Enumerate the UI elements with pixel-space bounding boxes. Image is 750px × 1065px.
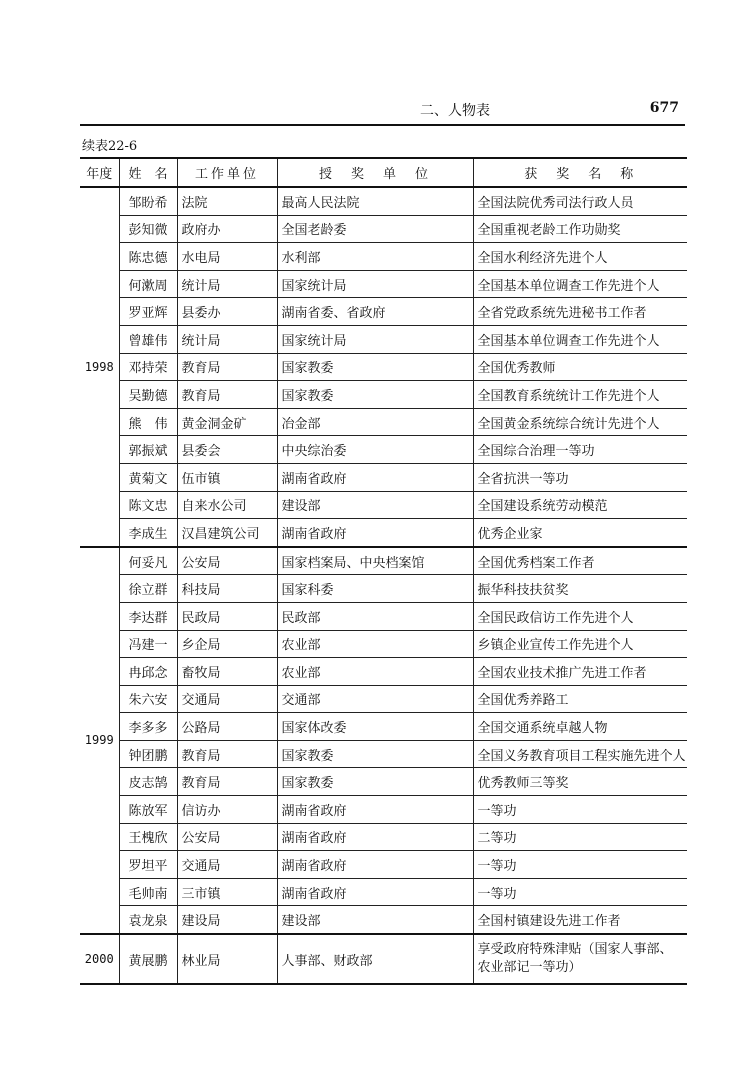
page-number: 677 — [649, 100, 679, 116]
awarding-unit-cell: 交通部 — [277, 685, 473, 713]
page-header — [80, 98, 685, 126]
name-cell: 王槐欣 — [119, 823, 177, 851]
table-row — [80, 463, 687, 491]
name-cell: 陈忠德 — [119, 243, 177, 271]
name-cell: 何漱周 — [119, 270, 177, 298]
section-title: 二、人物表 — [420, 103, 490, 119]
award-name-cell: 全国法院优秀司法行政人员 — [473, 187, 687, 215]
name-cell: 冉邱念 — [119, 658, 177, 686]
work-unit-cell: 统计局 — [177, 325, 277, 353]
table-row — [80, 602, 687, 630]
work-unit-cell: 县委会 — [177, 436, 277, 464]
work-unit-cell: 公安局 — [177, 547, 277, 575]
name-cell: 毛帅南 — [119, 878, 177, 906]
awarding-unit-cell: 冶金部 — [277, 408, 473, 436]
awarding-unit-cell: 湖南省政府 — [277, 878, 473, 906]
work-unit-cell: 政府办 — [177, 215, 277, 243]
awarding-unit-cell: 全国老龄委 — [277, 215, 473, 243]
table-row — [80, 491, 687, 519]
header-row — [80, 158, 687, 187]
work-unit-cell: 水电局 — [177, 243, 277, 271]
award-name-cell: 全国综合治理一等功 — [473, 436, 687, 464]
name-cell: 彭知微 — [119, 215, 177, 243]
name-cell: 李成生 — [119, 519, 177, 547]
awarding-unit-cell: 国家统计局 — [277, 270, 473, 298]
award-name-cell: 优秀教师三等奖 — [473, 768, 687, 796]
work-unit-cell: 乡企局 — [177, 630, 277, 658]
table-row — [80, 851, 687, 879]
table-row — [80, 823, 687, 851]
name-cell: 邹盼希 — [119, 187, 177, 215]
work-unit-cell: 教育局 — [177, 381, 277, 409]
awarding-unit-cell: 建设部 — [277, 906, 473, 934]
award-name-cell: 全国义务教育项目工程实施先进个人 — [473, 740, 687, 768]
work-unit-cell: 教育局 — [177, 353, 277, 381]
award-name-cell: 享受政府特殊津贴（国家人事部、农业部记一等功） — [473, 934, 687, 984]
name-cell: 朱六安 — [119, 685, 177, 713]
year-cell: 1999 — [80, 547, 119, 934]
award-name-cell: 全国基本单位调查工作先进个人 — [473, 325, 687, 353]
award-name-cell: 全国建设系统劳动模范 — [473, 491, 687, 519]
name-cell: 邓持荣 — [119, 353, 177, 381]
work-unit-cell: 法院 — [177, 187, 277, 215]
award-name-cell: 全国水利经济先进个人 — [473, 243, 687, 271]
work-unit-cell: 科技局 — [177, 575, 277, 603]
table-row — [80, 575, 687, 603]
award-name-cell: 优秀企业家 — [473, 519, 687, 547]
awarding-unit-cell: 国家教委 — [277, 740, 473, 768]
name-cell: 皮志鹄 — [119, 768, 177, 796]
work-unit-cell: 教育局 — [177, 740, 277, 768]
work-unit-cell: 建设局 — [177, 906, 277, 934]
name-cell: 钟团鹏 — [119, 740, 177, 768]
award-name-cell: 全国民政信访工作先进个人 — [473, 602, 687, 630]
award-name-cell: 全国交通系统卓越人物 — [473, 713, 687, 741]
awarding-unit-cell: 农业部 — [277, 630, 473, 658]
awarding-unit-cell: 国家统计局 — [277, 325, 473, 353]
award-name-cell: 振华科技扶贫奖 — [473, 575, 687, 603]
awarding-unit-cell: 湖南省政府 — [277, 463, 473, 491]
awarding-unit-cell: 最高人民法院 — [277, 187, 473, 215]
table-row — [80, 381, 687, 409]
awarding-unit-cell: 湖南省政府 — [277, 519, 473, 547]
table-row — [80, 408, 687, 436]
awarding-unit-cell: 中央综治委 — [277, 436, 473, 464]
award-name-cell: 乡镇企业宣传工作先进个人 — [473, 630, 687, 658]
work-unit-cell: 三市镇 — [177, 878, 277, 906]
table-caption: 续表22-6 — [82, 139, 138, 154]
table-row — [80, 768, 687, 796]
table-row — [80, 325, 687, 353]
awarding-unit-cell: 国家科委 — [277, 575, 473, 603]
name-cell: 罗坦平 — [119, 851, 177, 879]
work-unit-cell: 县委办 — [177, 298, 277, 326]
awarding-unit-cell: 农业部 — [277, 658, 473, 686]
work-unit-cell: 信访办 — [177, 796, 277, 824]
award-name-cell: 全国重视老龄工作功勋奖 — [473, 215, 687, 243]
award-name-cell: 全国基本单位调查工作先进个人 — [473, 270, 687, 298]
table-row — [80, 658, 687, 686]
table-row — [80, 796, 687, 824]
table-row — [80, 187, 687, 215]
name-cell: 陈文忠 — [119, 491, 177, 519]
work-unit-cell: 黄金洞金矿 — [177, 408, 277, 436]
header-year: 年度 — [80, 158, 119, 187]
work-unit-cell: 交通局 — [177, 685, 277, 713]
award-name-cell: 全国优秀教师 — [473, 353, 687, 381]
name-cell: 熊 伟 — [119, 408, 177, 436]
name-cell: 郭振斌 — [119, 436, 177, 464]
awards-table — [80, 157, 687, 985]
work-unit-cell: 民政局 — [177, 602, 277, 630]
award-name-cell: 全国农业技术推广先进工作者 — [473, 658, 687, 686]
name-cell: 黄展鹏 — [119, 934, 177, 984]
work-unit-cell: 伍市镇 — [177, 463, 277, 491]
table-row — [80, 436, 687, 464]
header-award-name: 获 奖 名 称 — [473, 158, 687, 187]
header-work-unit: 工作单位 — [177, 158, 277, 187]
table-row — [80, 685, 687, 713]
awarding-unit-cell: 湖南省政府 — [277, 823, 473, 851]
awarding-unit-cell: 湖南省委、省政府 — [277, 298, 473, 326]
name-cell: 徐立群 — [119, 575, 177, 603]
work-unit-cell: 教育局 — [177, 768, 277, 796]
award-name-cell: 一等功 — [473, 796, 687, 824]
award-name-cell: 全国优秀养路工 — [473, 685, 687, 713]
work-unit-cell: 公安局 — [177, 823, 277, 851]
table-row — [80, 878, 687, 906]
table-body — [80, 187, 687, 984]
award-name-cell: 全省抗洪一等功 — [473, 463, 687, 491]
name-cell: 黄菊文 — [119, 463, 177, 491]
table-row — [80, 270, 687, 298]
awarding-unit-cell: 国家档案局、中央档案馆 — [277, 547, 473, 575]
table-row — [80, 298, 687, 326]
name-cell: 吴勤德 — [119, 381, 177, 409]
work-unit-cell: 畜牧局 — [177, 658, 277, 686]
table-row — [80, 243, 687, 271]
header-awarding-unit: 授 奖 单 位 — [277, 158, 473, 187]
year-cell: 2000 — [80, 934, 119, 984]
awarding-unit-cell: 国家教委 — [277, 381, 473, 409]
awarding-unit-cell: 国家体改委 — [277, 713, 473, 741]
awarding-unit-cell: 湖南省政府 — [277, 796, 473, 824]
work-unit-cell: 公路局 — [177, 713, 277, 741]
name-cell: 曾雄伟 — [119, 325, 177, 353]
work-unit-cell: 自来水公司 — [177, 491, 277, 519]
work-unit-cell: 林业局 — [177, 934, 277, 984]
name-cell: 袁龙泉 — [119, 906, 177, 934]
award-name-cell: 全省党政系统先进秘书工作者 — [473, 298, 687, 326]
header-name: 姓 名 — [119, 158, 177, 187]
work-unit-cell: 统计局 — [177, 270, 277, 298]
name-cell: 李达群 — [119, 602, 177, 630]
name-cell: 陈放军 — [119, 796, 177, 824]
table-row — [80, 713, 687, 741]
year-cell: 1998 — [80, 187, 119, 547]
awarding-unit-cell: 湖南省政府 — [277, 851, 473, 879]
table-row — [80, 547, 687, 575]
work-unit-cell: 汉昌建筑公司 — [177, 519, 277, 547]
awarding-unit-cell: 国家教委 — [277, 353, 473, 381]
name-cell: 罗亚辉 — [119, 298, 177, 326]
award-name-cell: 全国优秀档案工作者 — [473, 547, 687, 575]
award-name-cell: 全国教育系统统计工作先进个人 — [473, 381, 687, 409]
awarding-unit-cell: 人事部、财政部 — [277, 934, 473, 984]
table-row — [80, 215, 687, 243]
table-row — [80, 353, 687, 381]
award-name-cell: 一等功 — [473, 878, 687, 906]
table-row — [80, 740, 687, 768]
table-row — [80, 934, 687, 984]
awarding-unit-cell: 国家教委 — [277, 768, 473, 796]
awarding-unit-cell: 民政部 — [277, 602, 473, 630]
awarding-unit-cell: 水利部 — [277, 243, 473, 271]
awarding-unit-cell: 建设部 — [277, 491, 473, 519]
table-row — [80, 630, 687, 658]
name-cell: 李多多 — [119, 713, 177, 741]
name-cell: 冯建一 — [119, 630, 177, 658]
award-name-cell: 全国村镇建设先进工作者 — [473, 906, 687, 934]
award-name-cell: 二等功 — [473, 823, 687, 851]
table-row — [80, 906, 687, 934]
name-cell: 何妥凡 — [119, 547, 177, 575]
table-row — [80, 519, 687, 547]
award-name-cell: 全国黄金系统综合统计先进个人 — [473, 408, 687, 436]
award-name-cell: 一等功 — [473, 851, 687, 879]
work-unit-cell: 交通局 — [177, 851, 277, 879]
